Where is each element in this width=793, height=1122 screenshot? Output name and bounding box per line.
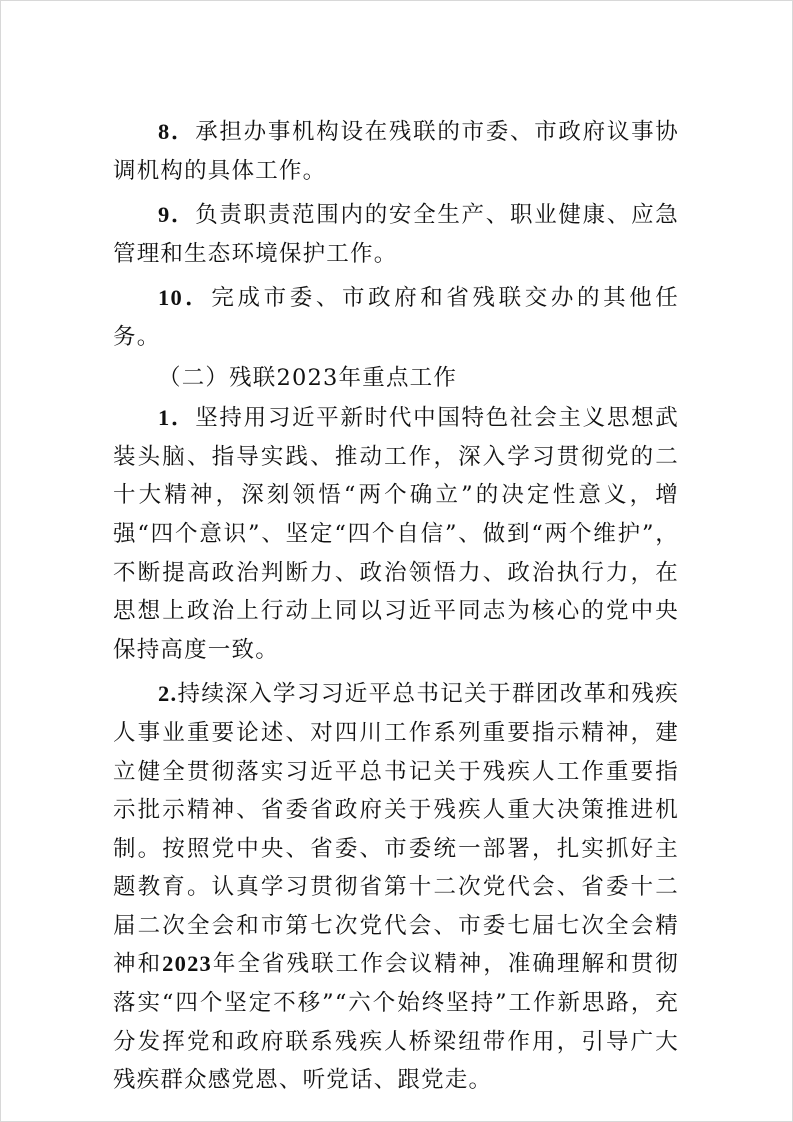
item-number: 9． <box>158 202 196 228</box>
item-text: 完成市委、市政府和省残联交办的其他任务。 <box>113 285 679 350</box>
item-number: 2. <box>158 681 178 707</box>
item-text: 承担办事机构设在残联的市委、市政府议事协调机构的具体工作。 <box>113 119 679 184</box>
item-number: 10． <box>158 285 212 311</box>
year-value: 2023 <box>162 951 212 977</box>
item-text: 负责职责范围内的安全生产、职业健康、应急管理和生态环境保护工作。 <box>113 202 679 267</box>
document-body <box>113 113 679 1100</box>
item-number: 8． <box>158 119 196 144</box>
item-text: 持续深入学习习近平总书记关于群团改革和残疾人事业重要论述、对四川工作系列重要指示精神，建立健全贯彻落实习近平总书记关于残疾人工作重要指示批示精神、省委省政府关于残疾人重大决策推进机制。按照党中央、省委、市委统一部署，扎实抓好主题教育。认真学习贯彻省第十二次党代会、省委十二届二次全会和市第七次党代会、市委七届七次全会精神和 <box>113 681 679 978</box>
item-text: 坚持用习近平新时代中国特色社会主义思想武装头脑、指导实践、推动工作，深入学习贯彻党的二十大精神，深刻领悟“两个确立”的决定性意义，增强“四个意识”、坚定“四个自信”、做到“两个维护”，不断提高政治判断力、政治领悟力、政治执行力，在思想上政治上行动上同以习近平同志为核心的党中央保持高度一致。 <box>113 405 679 663</box>
list-item <box>113 675 679 1100</box>
item-text-continued: 年全省残联工作会议精神，准确理解和贯彻落实“四个坚定不移”“六个始终坚持”工作新思路，充分发挥党和政府联系残疾人桥梁纽带作用，引导广大残疾群众感党恩、听党话、跟党走。 <box>113 951 679 1094</box>
item-number: 1． <box>158 405 196 431</box>
list-item <box>113 113 679 190</box>
list-item <box>113 279 679 356</box>
list-item <box>113 196 679 273</box>
section-heading: （二）残联2023年重点工作 <box>158 364 458 391</box>
list-item <box>113 399 679 669</box>
